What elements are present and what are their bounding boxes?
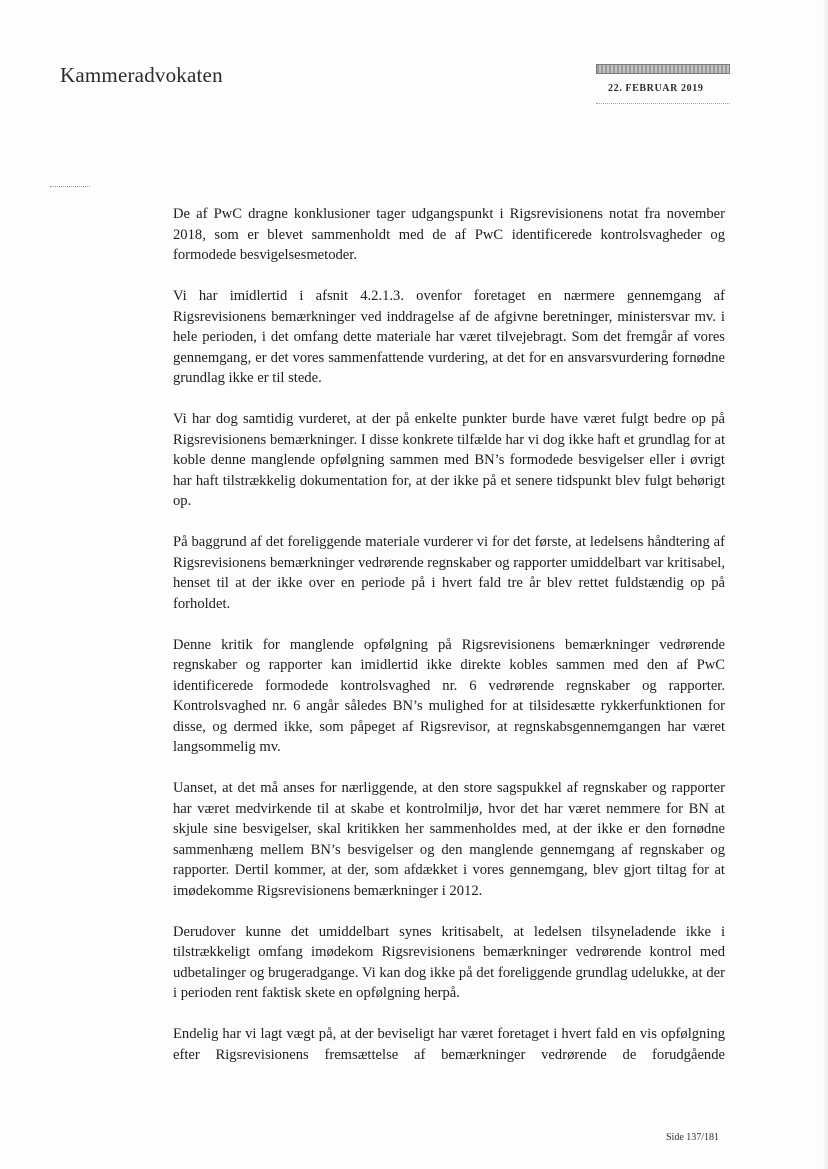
logo-text: Kammeradvokaten (60, 63, 223, 87)
margin-divider (50, 186, 90, 187)
paragraph: Denne kritik for manglende opfølgning på Rigsrevisionens bemærkninger vedrørende regnskaber og rapporter kan imidlertid ikke direkte kobles sammen med den af PwC identificerede formodede kontrolsvaghed nr. 6 vedrørende regnskaber og rapporter. Kontrolsvaghed nr. 6 angår således BN’s mulighed for at tilsidesætte rykkerfunktionen for disse, og dermed ikke, som påpeget af Rigsrevisor, at regnskabsgennemgangen har været langsommelig mv. (173, 636, 725, 755)
date-bar-graphic (596, 64, 730, 74)
scan-edge-shadow (822, 0, 828, 1169)
date-stamp (596, 64, 730, 104)
body-text (173, 204, 725, 1086)
paragraph: Endelig har vi lagt vægt på, at der beviseligt har været foretaget i hvert fald en vis opfølgning efter Rigsrevisionens fremsættelse af bemærkninger vedrørende de forudgående (173, 1026, 725, 1063)
paragraph: Uanset, at det må anses for nærliggende, at den store sagspukkel af regnskaber og rapporter har været medvirkende til at skabe et kontrolmiljø, hvor det har været nemmere for BN at skjule sine besvigelser, skal kritikken her sammenholdes med, at der ikke er den fornødne sammenhæng mellem BN’s besvigelser og den manglende gennemgang af regnskaber og rapporter. Dertil kommer, at der, som afdækket i vores gennemgang, blev gjort tiltag for at imødekomme Rigsrevisionens bemærkninger i 2012. (173, 780, 725, 899)
date-divider (596, 103, 730, 104)
document-date: 22. FEBRUAR 2019 (608, 83, 704, 94)
paragraph: Vi har dog samtidig vurderet, at der på enkelte punkter burde have været fulgt bedre op på Rigsrevisionens bemærkninger. I disse konkrete tilfælde har vi dog ikke haft et grundlag for at koble denne manglende opfølgning sammen med BN’s formodede besvigelser eller i øvrigt har haft tilstrækkelig dokumentation for, at der ikke på et senere tidspunkt blev fulgt behørigt op. (173, 411, 725, 509)
paragraph: Derudover kunne det umiddelbart synes kritisabelt, at ledelsen tilsyneladende ikke i tilstrækkeligt omfang imødekom Rigsrevisionens bemærkninger vedrørende kontrol med udbetalinger og brugeradgange. Vi kan dog ikke på det foreliggende grundlag udelukke, at der i perioden rent faktisk skete en opfølgning herpå. (173, 923, 725, 1001)
page-number: Side 137/181 (666, 1132, 720, 1143)
paragraph: Vi har imidlertid i afsnit 4.2.1.3. ovenfor foretaget en nærmere gennemgang af Rigsrevisionens bemærkninger ved inddragelse af de afgivne beretninger, ministersvar mv. i hele perioden, i det omfang dette materiale har været tilvejebragt. Som det fremgår af vores gennemgang, er det vores sammenfattende vurdering, at det for en ansvarsvurdering fornødne grundlag ikke er til stede. (173, 288, 725, 386)
paragraph: På baggrund af det foreliggende materiale vurderer vi for det første, at ledelsens håndtering af Rigsrevisionens bemærkninger vedrørende regnskaber og rapporter umiddelbart var kritisabel, henset til at der ikke over en periode på i hvert fald tre år blev rettet fuldstændig op på forholdet. (173, 534, 725, 612)
paragraph: De af PwC dragne konklusioner tager udgangspunkt i Rigsrevisionens notat fra november 2018, som er blevet sammenholdt med de af PwC identificerede kontrolsvagheder og formodede besvigelsesmetoder. (173, 206, 725, 263)
